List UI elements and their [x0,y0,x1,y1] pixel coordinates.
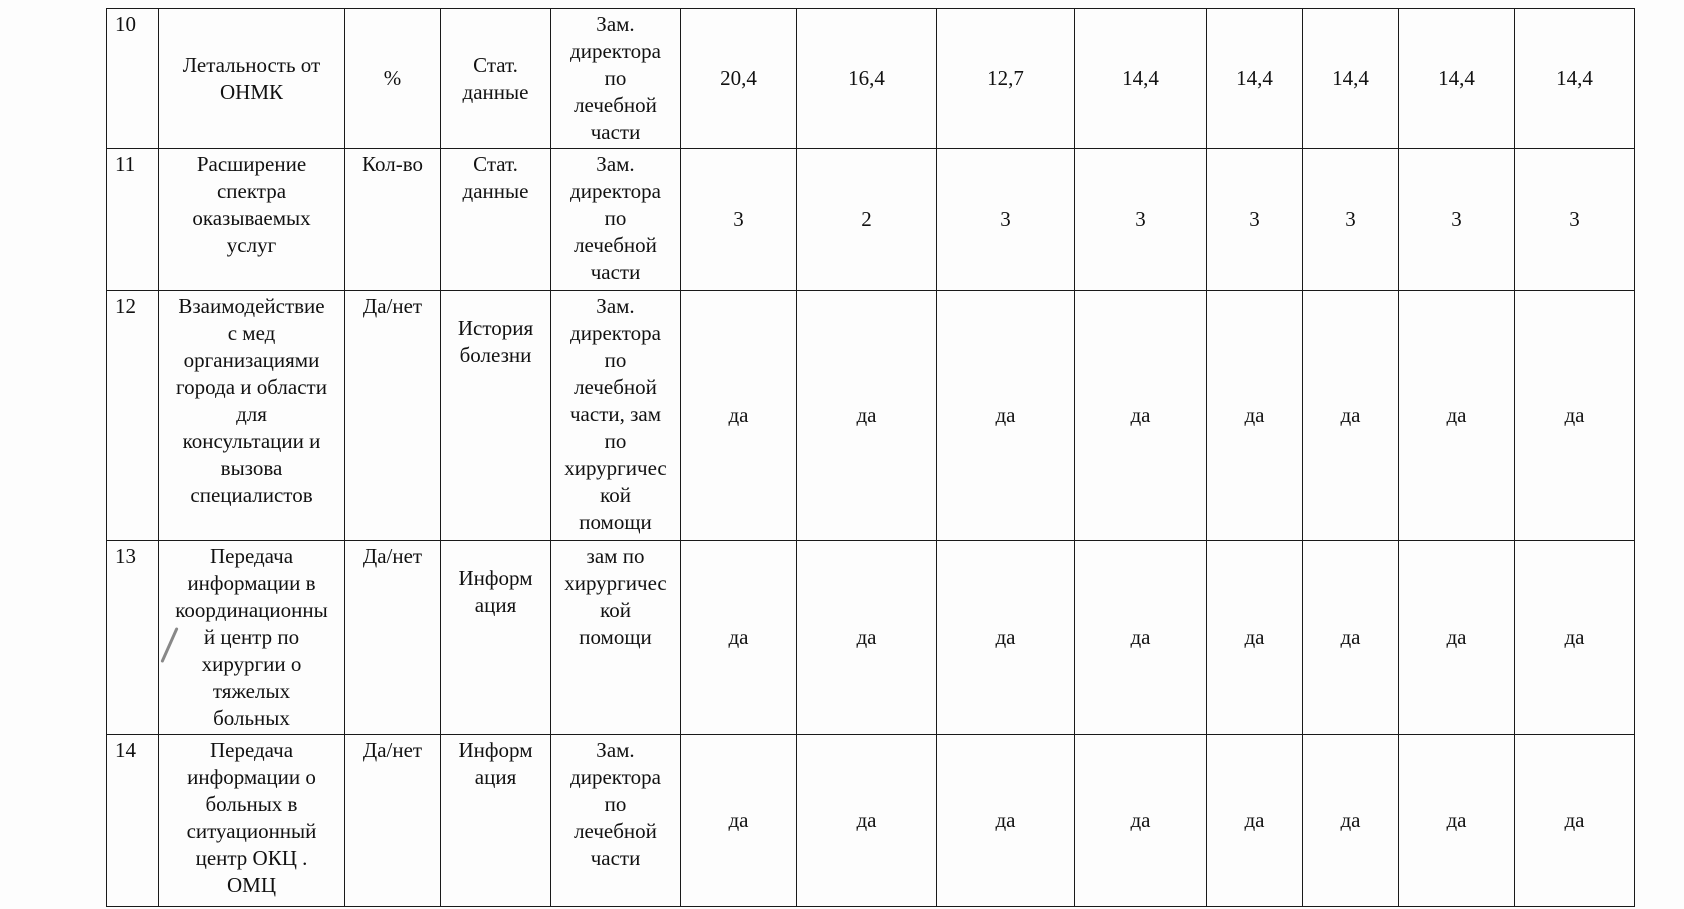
unit-cell: % [345,9,441,149]
value-cell: 3 [937,149,1075,291]
value-cell: 12,7 [937,9,1075,149]
responsible-cell: зам по хирургичес кой помощи [551,541,681,735]
value-cell: 3 [681,149,797,291]
value-cell: да [797,291,937,541]
value-cell: да [1515,541,1635,735]
value-cell: да [1075,735,1207,907]
value-cell: да [1207,291,1303,541]
unit-cell: Да/нет [345,541,441,735]
value-cell: да [681,541,797,735]
table-row [107,291,1635,541]
value-cell: да [1515,291,1635,541]
unit-cell: Да/нет [345,291,441,541]
indicators-table [106,8,1635,907]
value-cell: 14,4 [1207,9,1303,149]
value-cell: 3 [1207,149,1303,291]
value-cell: 2 [797,149,937,291]
row-number: 14 [107,735,159,907]
value-cell: да [1399,541,1515,735]
responsible-cell: Зам. директора по лечебной части [551,149,681,291]
source-cell: История болезни [441,291,551,541]
table-row [107,735,1635,907]
value-cell: да [681,735,797,907]
value-cell: да [1303,541,1399,735]
value-cell: 14,4 [1075,9,1207,149]
indicator-cell: Летальность от ОНМК [159,9,345,149]
value-cell: да [1303,291,1399,541]
row-number: 13 [107,541,159,735]
value-cell: да [937,541,1075,735]
row-number: 11 [107,149,159,291]
value-cell: 14,4 [1303,9,1399,149]
source-cell: Стат. данные [441,149,551,291]
table-row [107,541,1635,735]
row-number: 10 [107,9,159,149]
source-cell: Стат. данные [441,9,551,149]
value-cell: 3 [1515,149,1635,291]
row-number: 12 [107,291,159,541]
value-cell: да [1075,291,1207,541]
source-cell: Информ ация [441,735,551,907]
value-cell: да [797,735,937,907]
value-cell: 16,4 [797,9,937,149]
indicator-cell: Передача информации в координационны й центр по хирургии о тяжелых больных [159,541,345,735]
value-cell: да [1399,291,1515,541]
value-cell: 3 [1399,149,1515,291]
value-cell: 14,4 [1515,9,1635,149]
value-cell: да [1075,541,1207,735]
unit-cell: Да/нет [345,735,441,907]
table-row [107,149,1635,291]
value-cell: да [797,541,937,735]
indicator-cell: Расширение спектра оказываемых услуг [159,149,345,291]
indicator-cell: Взаимодействие с мед организациями города и области для консультации и вызова специалистов [159,291,345,541]
value-cell: 3 [1075,149,1207,291]
value-cell: да [1303,735,1399,907]
value-cell: да [937,291,1075,541]
unit-cell: Кол-во [345,149,441,291]
value-cell: да [1515,735,1635,907]
table-row [107,9,1635,149]
value-cell: да [1207,541,1303,735]
indicator-cell: Передача информации о больных в ситуационный центр ОКЦ . ОМЦ [159,735,345,907]
responsible-cell: Зам. директора по лечебной части [551,9,681,149]
value-cell: да [937,735,1075,907]
value-cell: 3 [1303,149,1399,291]
value-cell: да [1207,735,1303,907]
value-cell: да [1399,735,1515,907]
value-cell: да [681,291,797,541]
responsible-cell: Зам. директора по лечебной части [551,735,681,907]
value-cell: 14,4 [1399,9,1515,149]
source-cell: Информ ация [441,541,551,735]
responsible-cell: Зам. директора по лечебной части, зам по хирургичес кой помощи [551,291,681,541]
value-cell: 20,4 [681,9,797,149]
